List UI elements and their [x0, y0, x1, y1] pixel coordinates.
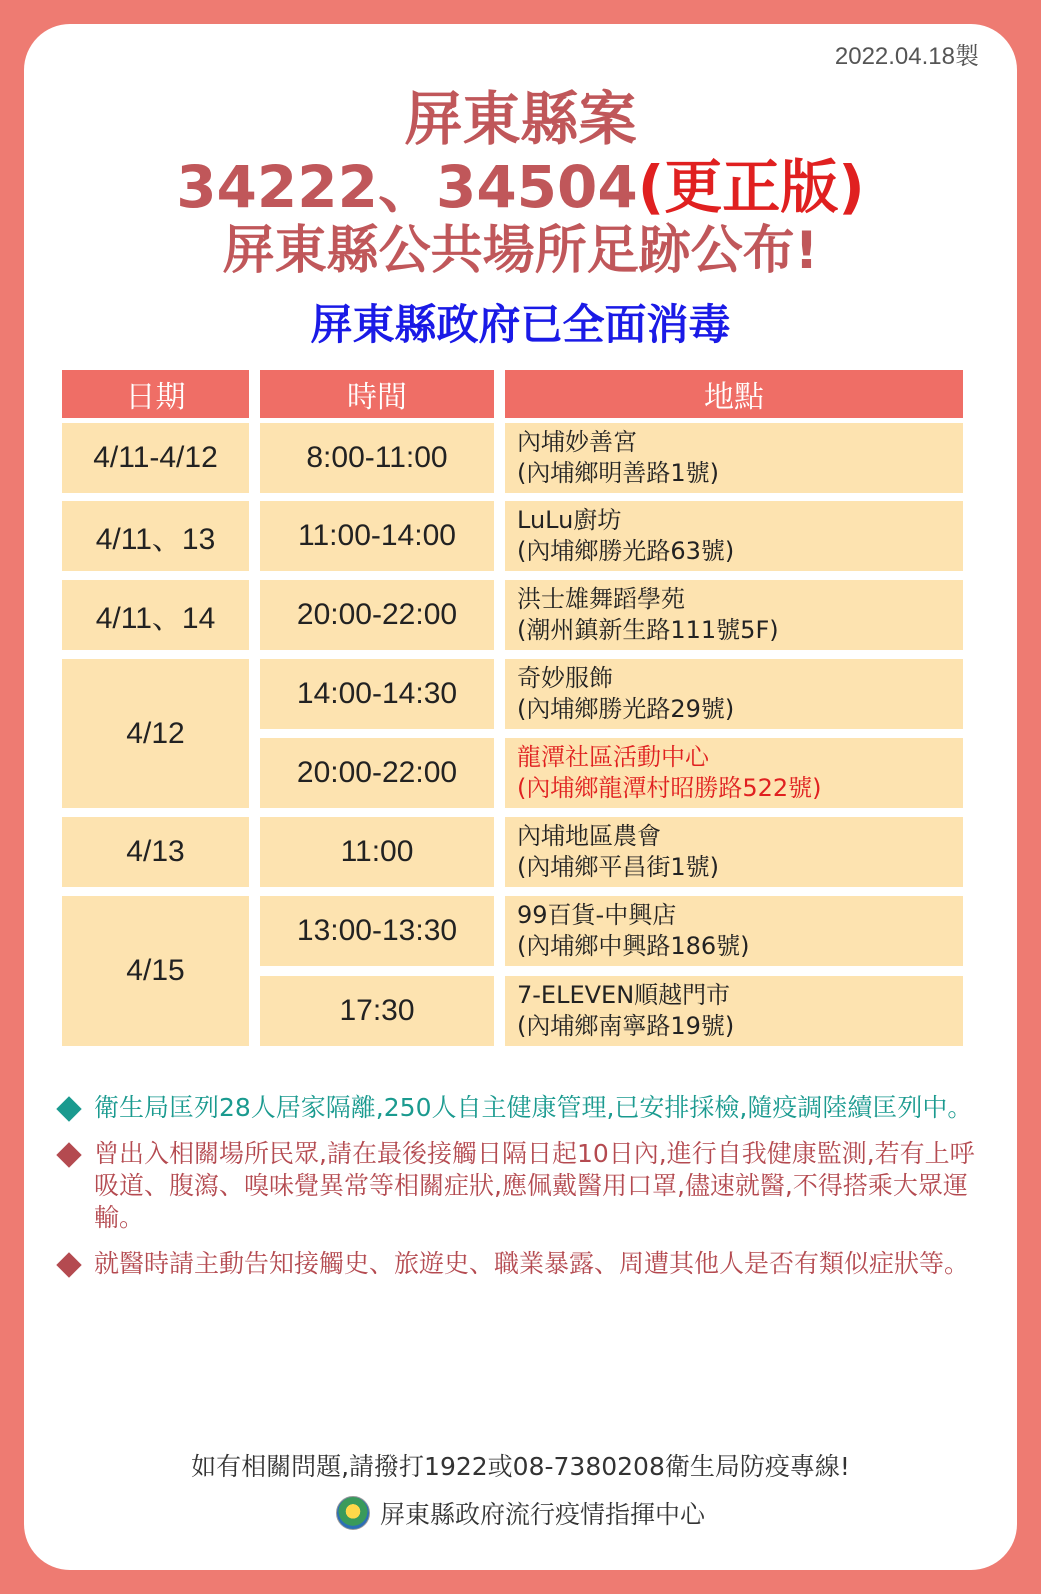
date-cell: 4/11、14	[62, 580, 249, 650]
place-name: 洪士雄舞蹈學苑	[517, 585, 685, 613]
date-cell: 4/11、13	[62, 501, 249, 571]
case-numbers: 34222、34504	[176, 153, 638, 221]
header-date: 日期	[62, 370, 249, 418]
notes-list	[54, 1092, 984, 1294]
place-address: (內埔鄉南寧路19號)	[517, 1012, 735, 1040]
note-item	[54, 1138, 984, 1234]
place-cell	[505, 896, 963, 966]
place-address: (內埔鄉明善路1號)	[517, 459, 719, 487]
header-time: 時間	[260, 370, 494, 418]
time-cell: 17:30	[260, 976, 494, 1046]
county-emblem-icon	[336, 1496, 370, 1530]
place-address: (內埔鄉勝光路63號)	[517, 537, 735, 565]
date-cell: 4/13	[62, 817, 249, 887]
organization-footer	[0, 1495, 1041, 1531]
note-item	[54, 1248, 984, 1280]
place-address: (潮州鎮新生路111號5F)	[517, 616, 779, 644]
place-name: 內埔妙善宮	[517, 428, 637, 456]
place-name: 99百貨-中興店	[517, 901, 677, 929]
date-cell: 4/11-4/12	[62, 423, 249, 493]
time-cell: 20:00-22:00	[260, 738, 494, 808]
place-cell	[505, 501, 963, 571]
revision-tag: (更正版)	[637, 153, 865, 221]
time-cell: 11:00-14:00	[260, 501, 494, 571]
place-name: 內埔地區農會	[517, 822, 661, 850]
diamond-bullet-icon	[56, 1096, 81, 1121]
time-cell: 8:00-11:00	[260, 423, 494, 493]
place-name: 7-ELEVEN順越門市	[517, 981, 731, 1009]
place-name: 奇妙服飾	[517, 664, 613, 692]
time-cell: 13:00-13:30	[260, 896, 494, 966]
place-name: LuLu廚坊	[517, 506, 622, 534]
place-address: (內埔鄉平昌街1號)	[517, 853, 719, 881]
time-cell: 20:00-22:00	[260, 580, 494, 650]
place-cell	[505, 817, 963, 887]
note-item	[54, 1092, 984, 1124]
hotline-text: 如有相關問題,請撥打1922或08-7380208衛生局防疫專線!	[191, 1452, 850, 1481]
diamond-bullet-icon	[56, 1252, 81, 1277]
place-address: (內埔鄉勝光路29號)	[517, 695, 735, 723]
note-text: 就醫時請主動告知接觸史、旅遊史、職業暴露、周遭其他人是否有類似症狀等。	[94, 1249, 970, 1278]
production-date: 2022.04.18製	[834, 43, 979, 70]
note-text: 曾出入相關場所民眾,請在最後接觸日隔日起10日內,進行自我健康監測,若有上呼吸道、腹瀉、嗅味覺異常等相關症狀,應佩戴醫用口罩,儘速就醫,不得搭乘大眾運輸。	[94, 1139, 975, 1232]
place-cell	[505, 659, 963, 729]
organization-name: 屏東縣政府流行疫情指揮中心	[379, 1500, 705, 1529]
place-name: 龍潭社區活動中心	[517, 743, 709, 771]
date-cell: 4/15	[62, 896, 249, 1046]
title-line-3: 屏東縣公共場所足跡公布!	[222, 221, 819, 281]
title-line-1: 屏東縣案	[404, 85, 637, 153]
subtitle: 屏東縣政府已全面消毒	[310, 300, 731, 349]
time-cell: 14:00-14:30	[260, 659, 494, 729]
time-cell: 11:00	[260, 817, 494, 887]
place-cell-highlighted	[505, 738, 963, 808]
place-cell	[505, 976, 963, 1046]
date-cell: 4/12	[62, 659, 249, 808]
header-place: 地點	[505, 370, 963, 418]
place-cell	[505, 423, 963, 493]
place-address: (內埔鄉中興路186號)	[517, 932, 750, 960]
place-cell	[505, 580, 963, 650]
place-address: (內埔鄉龍潭村昭勝路522號)	[517, 774, 822, 802]
note-text: 衛生局匡列28人居家隔離,250人自主健康管理,已安排採檢,隨疫調陸續匡列中。	[94, 1093, 973, 1122]
diamond-bullet-icon	[56, 1142, 81, 1167]
